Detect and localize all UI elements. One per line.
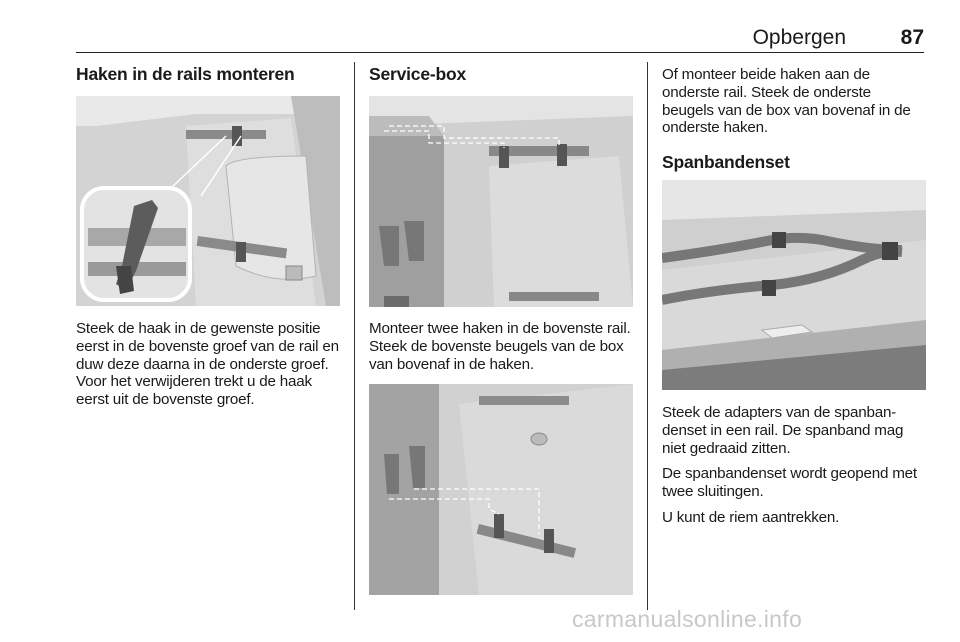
watermark: carmanualsonline.info bbox=[572, 606, 803, 632]
figure-strap-set bbox=[662, 180, 926, 390]
heading-spanbandenset: Spanbandenset bbox=[662, 152, 790, 172]
page-header bbox=[76, 24, 924, 53]
column-divider-2 bbox=[647, 62, 648, 610]
figure-hook-in-rail bbox=[76, 96, 340, 306]
column-2 bbox=[369, 62, 633, 373]
figure-service-box-lower-rail bbox=[369, 384, 633, 595]
heading-service-box: Service-box bbox=[369, 64, 467, 84]
paragraph-strap-tighten: U kunt de riem aantrekken. bbox=[662, 508, 840, 526]
page-number: 87 bbox=[900, 26, 924, 49]
paragraph-strap-closures: De spanbandenset wordt geopend met twee sluitingen. bbox=[662, 465, 917, 501]
paragraph-strap-adapters: Steek de adapters van de spanban-denset in een rail. De spanband mag niet gedraaid zitten. bbox=[662, 404, 904, 457]
paragraph-service-box-lower: Of monteer beide haken aan de onderste rail. Steek de onderste beugels van de box van bovenaf in de onderste haken. bbox=[662, 66, 911, 137]
heading-haken-monteren: Haken in de rails monteren bbox=[76, 64, 295, 84]
column-1 bbox=[76, 62, 340, 409]
section-title: Opbergen bbox=[752, 26, 846, 49]
column-3 bbox=[662, 62, 926, 526]
paragraph-hook-instructions: Steek de haak in de gewenste positie eerst in de bovenste groef van de rail en duw deze daarna in de onderste groef. Voor het verwijderen trekt u de haak eerst uit de bovenste groef. bbox=[76, 320, 339, 409]
figure-service-box-upper-rail bbox=[369, 96, 633, 307]
paragraph-service-box-upper: Monteer twee haken in de bovenste rail. Steek de bovenste beugels van de box van bovenaf in de haken. bbox=[369, 320, 631, 373]
column-divider-1 bbox=[354, 62, 355, 610]
